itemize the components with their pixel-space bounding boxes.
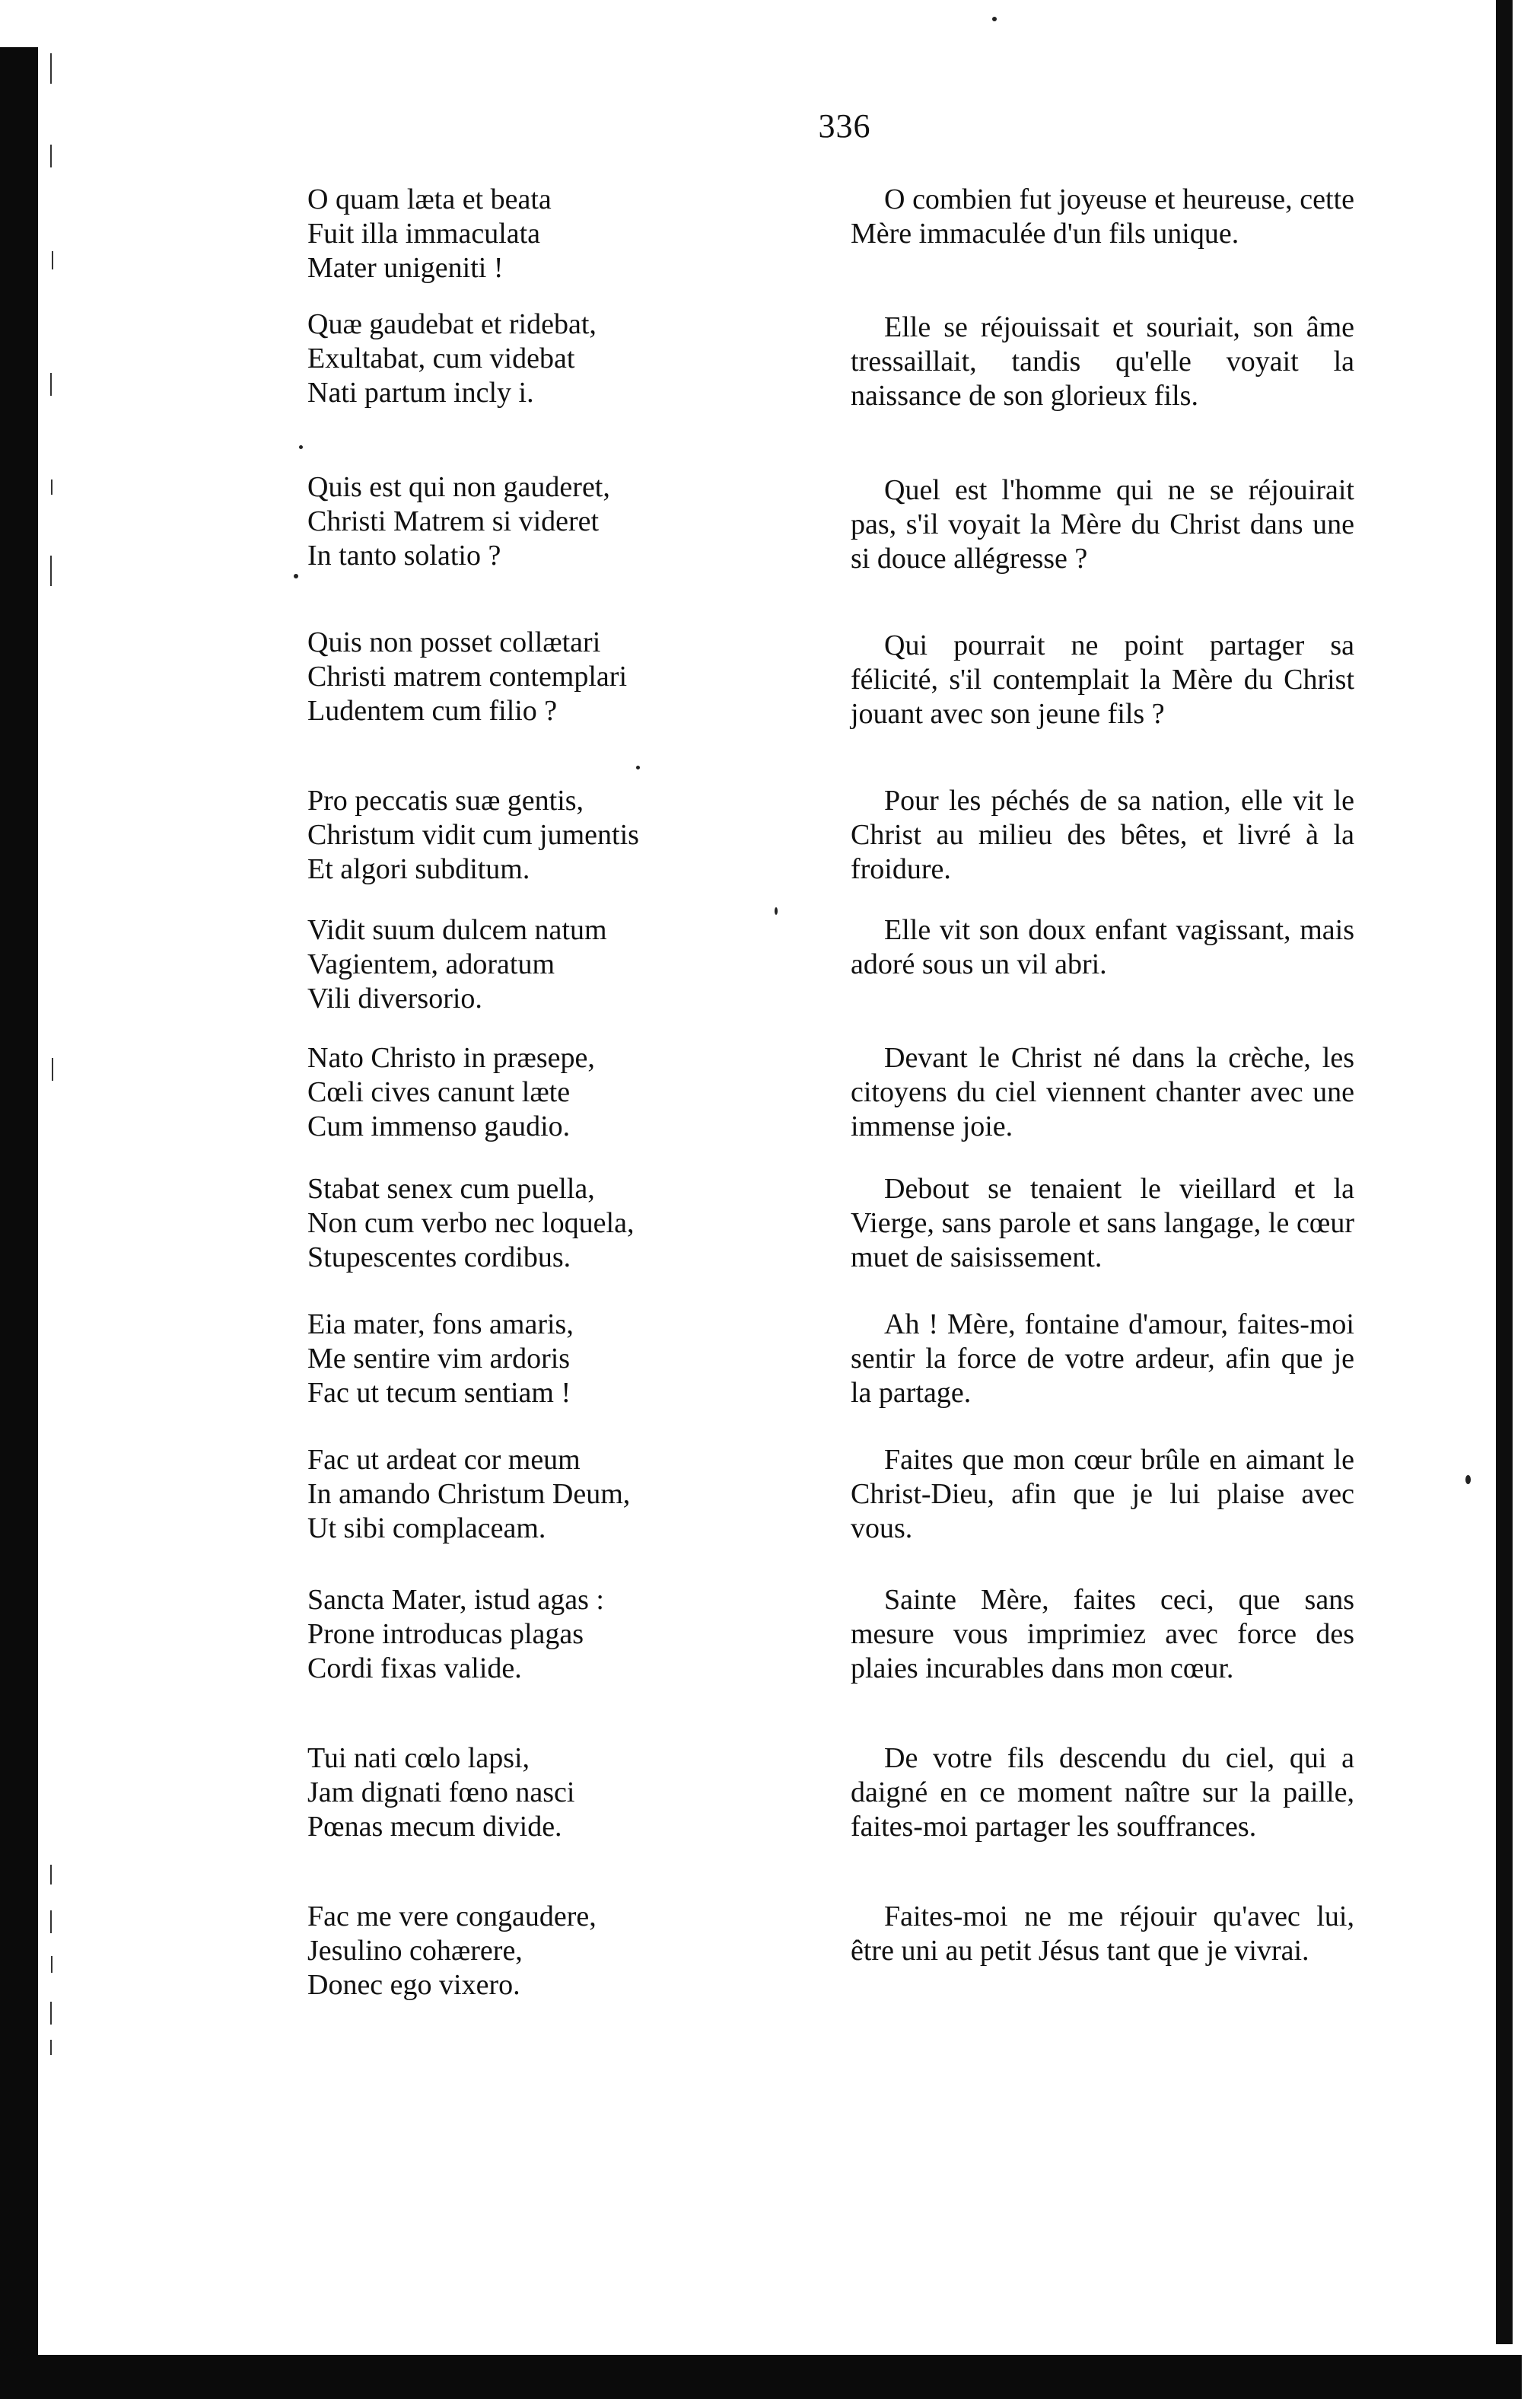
french-paragraph: Faites que mon cœur brûle en aimant le Christ-Dieu, afin que je lui plaise avec vous. (851, 1444, 1354, 1544)
latin-stanza (307, 626, 711, 728)
latin-line: Cœli cives canunt læte (307, 1076, 571, 1108)
latin-stanza (307, 307, 711, 410)
latin-line: Fac me vere congaudere, (307, 1900, 597, 1932)
french-stanza (851, 311, 1354, 413)
french-paragraph: Elle se réjouissait et souriait, son âme tressaillait, tandis qu'elle voyait la naissance de son glorieux fils. (851, 311, 1354, 412)
latin-line: Sancta Mater, istud agas : (307, 1584, 604, 1616)
latin-line: Christi matrem contemplari (307, 661, 628, 693)
latin-line: Quæ gaudebat et ridebat, (307, 308, 597, 340)
scan-bottom-border (0, 2355, 1522, 2399)
scan-speck (992, 17, 997, 21)
scan-speck (775, 907, 778, 915)
french-paragraph: Debout se tenaient le vieillard et la Vierge, sans parole et sans langage, le cœur muet de saisissement. (851, 1173, 1354, 1273)
latin-line: Fac ut tecum sentiam ! (307, 1377, 571, 1409)
latin-line: Vagientem, adoratum (307, 948, 555, 980)
french-paragraph: Qui pourrait ne point partager sa félicité, s'il contemplait la Mère du Christ jouant avec son jeune fils ? (851, 629, 1354, 730)
french-paragraph: Ah ! Mère, fontaine d'amour, faites-moi sentir la force de votre ardeur, afin que je la partage. (851, 1308, 1354, 1409)
latin-line: Quis est qui non gauderet, (307, 471, 610, 503)
latin-line: Eia mater, fons amaris, (307, 1308, 574, 1340)
latin-line: Christi Matrem si videret (307, 505, 600, 537)
latin-line: Ut sibi complaceam. (307, 1512, 546, 1544)
latin-stanza (307, 1741, 711, 1844)
latin-line: Pœnas mecum divide. (307, 1811, 562, 1843)
french-stanza (851, 473, 1354, 576)
french-stanza (851, 784, 1354, 887)
latin-line: Ludentem cum filio ? (307, 695, 558, 727)
latin-line: Donec ego vixero. (307, 1969, 520, 2001)
latin-stanza (307, 1583, 711, 1686)
french-paragraph: Quel est l'homme qui ne se réjouirait pas, s'il voyait la Mère du Christ dans une si douce allégresse ? (851, 474, 1354, 575)
latin-stanza (307, 1308, 711, 1410)
latin-line: Christum vidit cum jumentis (307, 819, 639, 851)
french-stanza (851, 1741, 1354, 1844)
latin-stanza (307, 1443, 711, 1546)
french-stanza (851, 1041, 1354, 1144)
french-paragraph: Pour les péchés de sa nation, elle vit le Christ au milieu des bêtes, et livré à la froidure. (851, 785, 1354, 885)
scan-left-border (0, 47, 38, 2399)
french-stanza (851, 1172, 1354, 1275)
latin-line: In amando Christum Deum, (307, 1478, 631, 1510)
french-paragraph: O combien fut joyeuse et heureuse, cette Mère immaculée d'un fils unique. (851, 183, 1354, 250)
french-stanza (851, 1443, 1354, 1546)
latin-line: Stupescentes cordibus. (307, 1241, 571, 1273)
latin-line: Stabat senex cum puella, (307, 1173, 595, 1205)
page-number: 336 (818, 107, 871, 145)
latin-line: O quam læta et beata (307, 183, 552, 215)
latin-line: Tui nati cœlo lapsi, (307, 1742, 530, 1774)
scan-speck (1465, 1475, 1471, 1484)
scan-right-border (1490, 0, 1540, 2344)
french-paragraph: Devant le Christ né dans la crèche, les citoyens du ciel viennent chanter avec une immense joie. (851, 1042, 1354, 1142)
french-stanza (851, 1900, 1354, 1968)
latin-line: Exultabat, cum videbat (307, 342, 575, 374)
scan-left-edge-specks (47, 53, 70, 2375)
latin-stanza (307, 1900, 711, 2002)
french-stanza (851, 629, 1354, 731)
scan-speck (299, 445, 303, 449)
latin-line: Non cum verbo nec loquela, (307, 1207, 635, 1239)
latin-stanza (307, 1041, 711, 1144)
latin-line: Cum immenso gaudio. (307, 1110, 571, 1142)
latin-line: Quis non posset collætari (307, 626, 601, 658)
latin-line: Mater unigeniti ! (307, 252, 504, 284)
french-stanza (851, 913, 1354, 982)
scan-speck (294, 574, 298, 578)
latin-stanza (307, 913, 711, 1016)
french-paragraph: Faites-moi ne me réjouir qu'avec lui, être uni au petit Jésus tant que je vivrai. (851, 1900, 1354, 1967)
latin-stanza (307, 1172, 711, 1275)
latin-stanza (307, 183, 711, 285)
latin-line: Pro peccatis suæ gentis, (307, 785, 584, 817)
latin-line: Vidit suum dulcem natum (307, 914, 607, 946)
latin-line: Cordi fixas valide. (307, 1652, 522, 1684)
latin-stanza (307, 784, 711, 887)
latin-line: Et algori subditum. (307, 853, 530, 885)
latin-line: Nati partum incly i. (307, 377, 534, 409)
latin-line: Prone introducas plagas (307, 1618, 584, 1650)
french-paragraph: Elle vit son doux enfant vagissant, mais adoré sous un vil abri. (851, 914, 1354, 980)
latin-stanza (307, 470, 711, 573)
latin-line: Fac ut ardeat cor meum (307, 1444, 581, 1476)
french-stanza (851, 183, 1354, 251)
scan-speck (636, 766, 640, 769)
latin-line: Nato Christo in præsepe, (307, 1042, 595, 1074)
latin-line: Fuit illa immaculata (307, 218, 541, 250)
latin-line: Jesulino cohærere, (307, 1935, 523, 1967)
french-stanza (851, 1583, 1354, 1686)
latin-line: Vili diversorio. (307, 983, 482, 1015)
french-paragraph: Sainte Mère, faites ceci, que sans mesure vous imprimiez avec force des plaies incurables dans mon cœur. (851, 1584, 1354, 1684)
latin-line: Me sentire vim ardoris (307, 1343, 571, 1375)
french-paragraph: De votre fils descendu du ciel, qui a daigné en ce moment naître sur la paille, faites-moi partager les souffrances. (851, 1742, 1354, 1843)
latin-line: Jam dignati fœno nasci (307, 1776, 575, 1808)
latin-line: In tanto solatio ? (307, 540, 501, 572)
french-stanza (851, 1308, 1354, 1410)
